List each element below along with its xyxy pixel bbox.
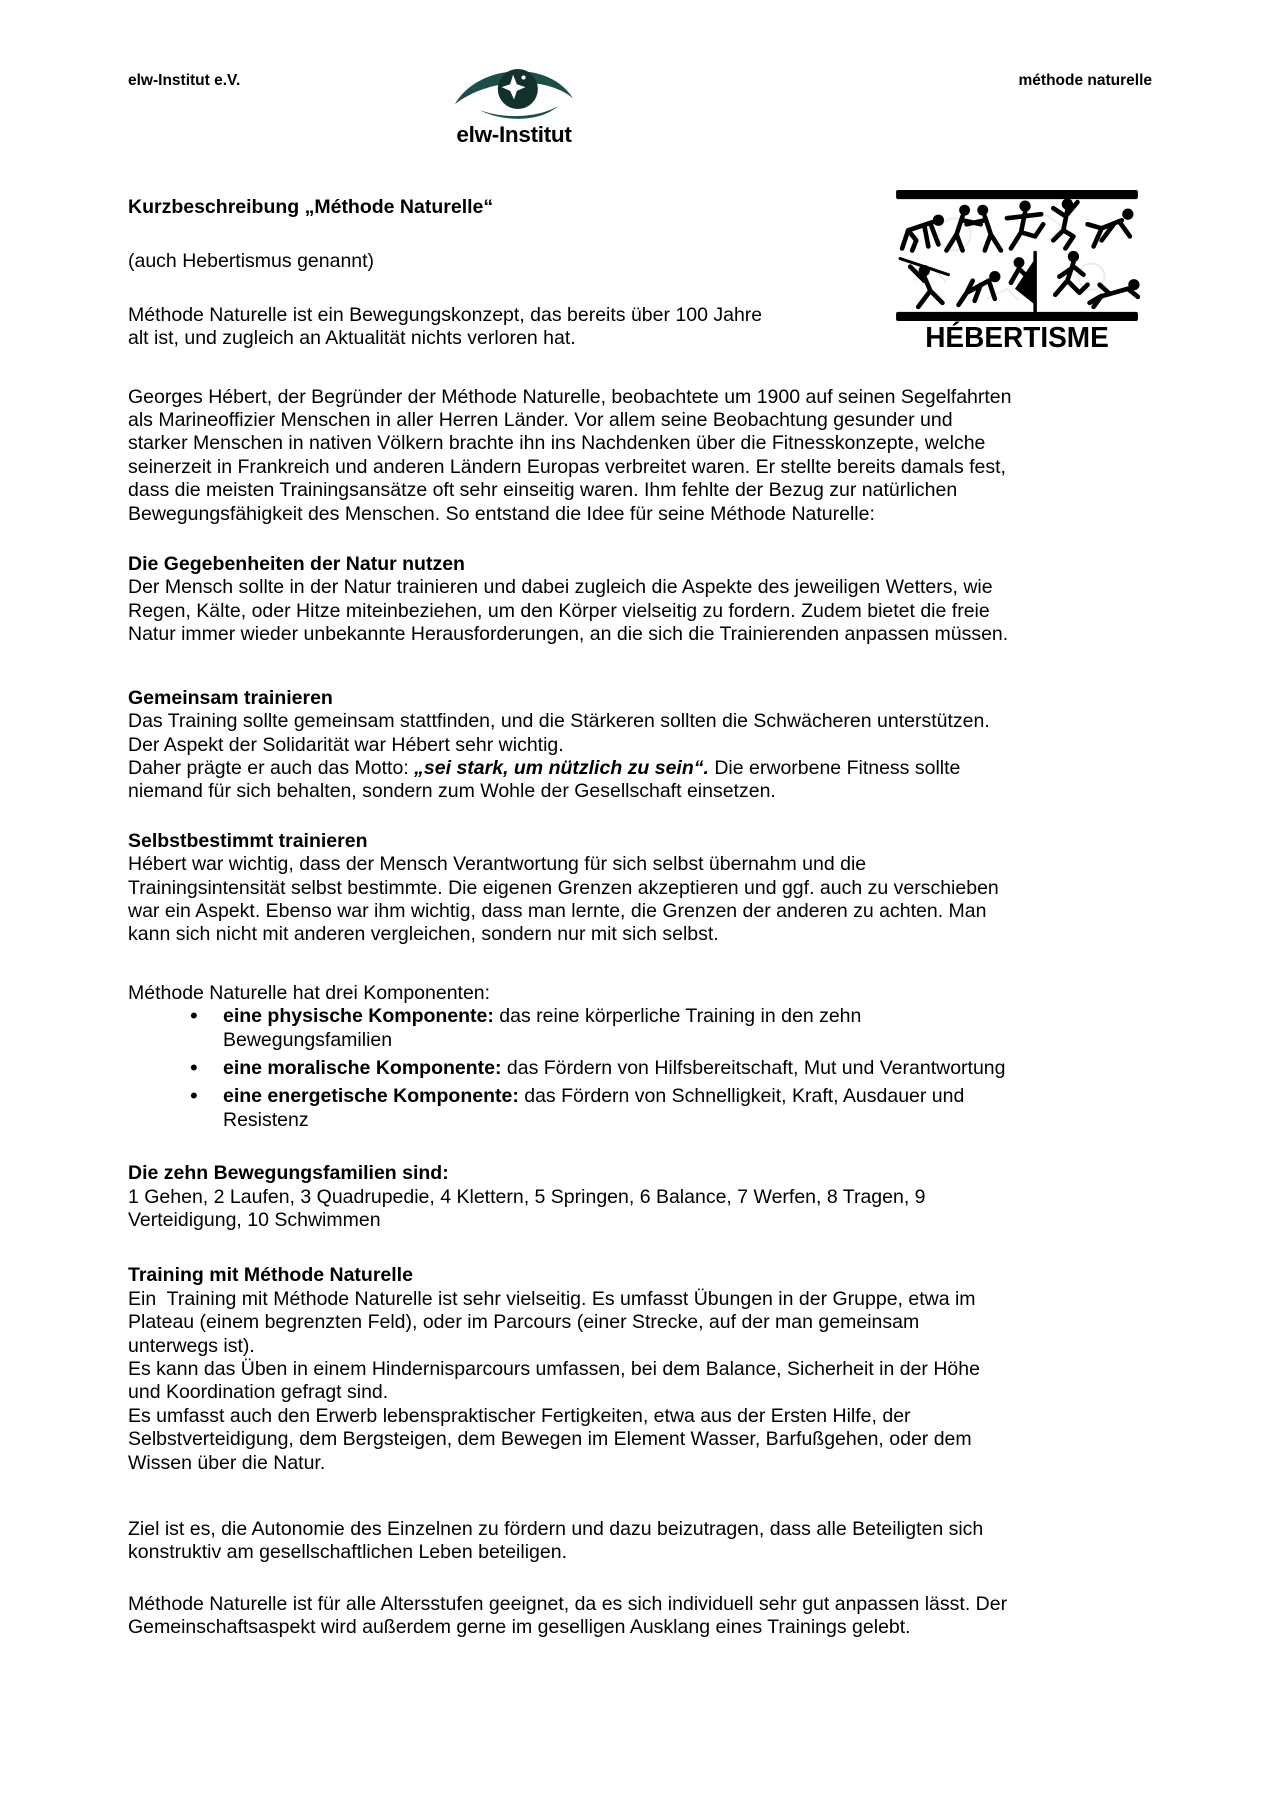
paragraph-line: Ein Training mit Méthode Naturelle ist sehr vielseitig. Es umfasst Übungen in der Gruppe, etwa im <box>128 1287 976 1310</box>
komponenten-list <box>128 1005 1158 1132</box>
motto-prefix: Daher prägte er auch das Motto: <box>128 756 415 779</box>
section-heading: Die Gegebenheiten der Natur nutzen <box>128 553 465 576</box>
paragraph-line: Hébert war wichtig, dass der Mensch Verantwortung für sich selbst übernahm und die <box>128 853 867 876</box>
section-gemeinsam <box>128 687 1158 804</box>
paragraph-line: kann sich nicht mit anderen vergleichen, sondern nur mit sich selbst. <box>128 923 719 946</box>
header-right-text: méthode naturelle <box>1018 72 1152 89</box>
motto-line <box>128 757 1158 780</box>
paragraph-line: als Marineoffizier Menschen in aller Herren Länder. Vor allem seine Beobachtung gesunder und <box>128 409 953 432</box>
motto-suffix: Die erworbene Fitness sollte <box>708 756 961 779</box>
section-heading: Gemeinsam trainieren <box>128 686 333 709</box>
list-item-line: Resistenz <box>223 1108 309 1131</box>
paragraph-line: unterwegs ist). <box>128 1334 255 1357</box>
section-natur <box>128 553 1158 647</box>
paragraph-line: niemand für sich behalten, sondern zum Wohle der Gesellschaft einsetzen. <box>128 780 776 803</box>
item-rest: das Fördern von Schnelligkeit, Kraft, Ausdauer und <box>518 1085 965 1108</box>
list-item <box>128 1057 1158 1080</box>
eye-logo-icon <box>448 54 580 124</box>
hebert-paragraph <box>128 386 1158 526</box>
list-item-line <box>223 1057 1158 1080</box>
list-item-line <box>223 1085 1158 1108</box>
paragraph-line: Es umfasst auch den Erwerb lebenspraktischer Fertigkeiten, etwa aus der Ersten Hilfe, der <box>128 1404 911 1427</box>
intro-paragraph <box>128 304 1158 351</box>
paragraph-line: Trainingsintensität selbst bestimmte. Die eigenen Grenzen akzeptieren und ggf. auch zu verschieben <box>128 876 999 899</box>
document-title: Kurzbeschreibung „Méthode Naturelle“ <box>128 196 494 218</box>
paragraph-line: Der Mensch sollte in der Natur trainieren und dabei zugleich die Aspekte des jeweiligen Wetters, wie <box>128 576 993 599</box>
paragraph-line: seinerzeit in Frankreich und anderen Ländern Europas verbreitet waren. Er stellte bereits damals fest, <box>128 455 1006 478</box>
paragraph-line: konstruktiv am gesellschaftlichen Leben beteiligen. <box>128 1541 568 1564</box>
section-heading: Selbstbestimmt trainieren <box>128 829 368 852</box>
paragraph-line: Es kann das Üben in einem Hindernisparcours umfassen, bei dem Balance, Sicherheit in der Höhe <box>128 1358 980 1381</box>
motto-text: „sei stark, um nützlich zu sein“. <box>414 756 709 779</box>
hebertisme-caption: HÉBERTISME <box>925 321 1109 354</box>
section-heading: Die zehn Bewegungsfamilien sind: <box>128 1162 449 1185</box>
logo-text: elw-Institut <box>456 122 572 147</box>
paragraph-line: Plateau (einem begrenzten Feld), oder im Parcours (einer Strecke, auf der man gemeinsam <box>128 1311 920 1334</box>
item-lead: eine energetische Komponente: <box>223 1085 519 1108</box>
list-item-line <box>223 1005 1158 1028</box>
paragraph-line: Bewegungsfähigkeit des Menschen. So entstand die Idee für seine Méthode Naturelle: <box>128 502 875 525</box>
paragraph-line: Verteidigung, 10 Schwimmen <box>128 1209 381 1231</box>
header-left-text: elw-Institut e.V. <box>128 72 241 89</box>
paragraph-line: Das Training sollte gemeinsam stattfinden, und die Stärkeren sollten die Schwächeren unterstützen. <box>128 710 990 733</box>
paragraph-line: und Koordination gefragt sind. <box>128 1381 389 1404</box>
item-lead: eine physische Komponente: <box>223 1005 494 1028</box>
paragraph-line: war ein Aspekt. Ebenso war ihm wichtig, dass man lernte, die Grenzen der anderen zu achten. Man <box>128 899 987 922</box>
section-training <box>128 1264 1158 1475</box>
section-selbst <box>128 830 1158 947</box>
paragraph-line: Wissen über die Natur. <box>128 1451 326 1474</box>
list-item <box>128 1005 1158 1052</box>
list-item <box>128 1085 1158 1132</box>
elw-institut-logo <box>448 54 580 148</box>
paragraph-line: Ziel ist es, die Autonomie des Einzelnen zu fördern und dazu beizutragen, dass alle Beteiligten sich <box>128 1518 984 1541</box>
paragraph-line: Der Aspekt der Solidarität war Hébert sehr wichtig. <box>128 733 564 756</box>
document-body <box>128 196 1158 1640</box>
paragraph-line: Gemeinschaftsaspekt wird außerdem gerne im geselligen Ausklang eines Trainings gelebt. <box>128 1616 911 1639</box>
section-komponenten <box>128 982 1158 1132</box>
paragraph-line: alt ist, und zugleich an Aktualität nichts verloren hat. <box>128 327 576 350</box>
list-item-line: Bewegungsfamilien <box>223 1028 393 1051</box>
section-familien <box>128 1162 1158 1232</box>
item-lead: eine moralische Komponente: <box>223 1056 502 1079</box>
ziel-paragraph <box>128 1518 1158 1565</box>
item-rest: das Fördern von Hilfsbereitschaft, Mut und Verantwortung <box>501 1056 1006 1079</box>
paragraph-line: Selbstverteidigung, dem Bergsteigen, dem Bewegen im Element Wasser, Barfußgehen, oder dem <box>128 1428 972 1451</box>
paragraph-line: 1 Gehen, 2 Laufen, 3 Quadrupedie, 4 Klettern, 5 Springen, 6 Balance, 7 Werfen, 8 Tragen, 9 <box>128 1185 926 1208</box>
paragraph-line: Méthode Naturelle ist ein Bewegungskonzept, das bereits über 100 Jahre <box>128 303 763 326</box>
komponenten-intro: Méthode Naturelle hat drei Komponenten: <box>128 981 491 1004</box>
section-heading: Training mit Méthode Naturelle <box>128 1264 413 1287</box>
paragraph-line: dass die meisten Trainingsansätze oft sehr einseitig waren. Ihm fehlte der Bezug zur natürlichen <box>128 479 958 502</box>
paragraph-line: Georges Hébert, der Begründer der Méthode Naturelle, beobachtete um 1900 auf seinen Segelfahrten <box>128 385 1012 408</box>
alter-paragraph <box>128 1593 1158 1640</box>
document-subtitle: (auch Hebertismus genannt) <box>128 250 375 273</box>
item-rest: das reine körperliche Training in den zehn <box>493 1005 862 1028</box>
paragraph-line: starker Menschen in nativen Völkern brachte ihn ins Nachdenken über die Fitnesskonzepte, welche <box>128 432 986 455</box>
paragraph-line: Méthode Naturelle ist für alle Altersstufen geeignet, da es sich individuell sehr gut anpassen lässt. Der <box>128 1592 1008 1615</box>
paragraph-line: Regen, Kälte, oder Hitze miteinbeziehen, um den Körper vielseitig zu fordern. Zudem bietet die freie <box>128 599 990 622</box>
paragraph-line: Natur immer wieder unbekannte Herausforderungen, an die sich die Trainierenden anpassen müssen. <box>128 623 1009 646</box>
